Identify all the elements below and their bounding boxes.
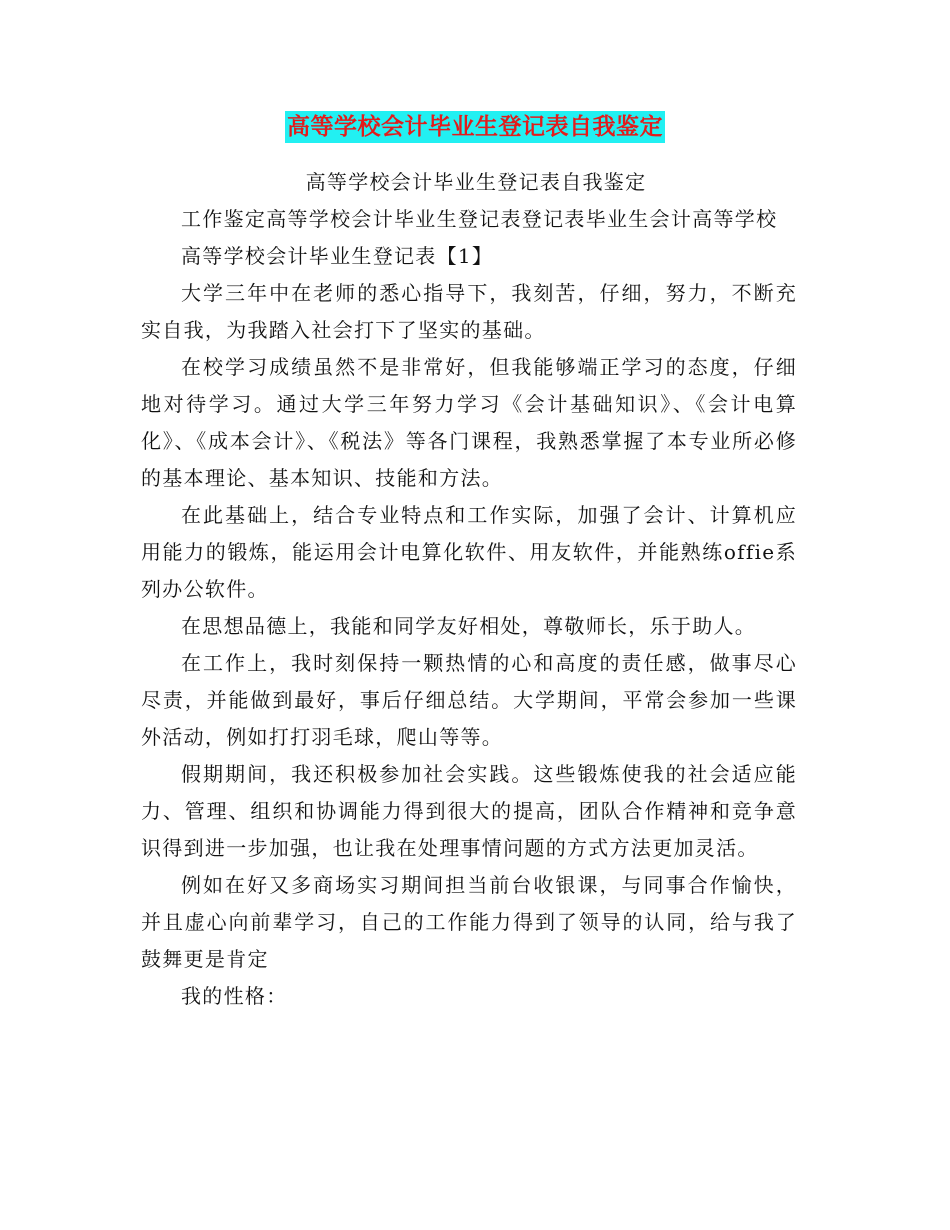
paragraph-practice: 假期期间，我还积极参加社会实践。这些锻炼使我的社会适应能力、管理、组织和协调能力得到很大的提高，团队合作精神和竞争意识得到进一步加强，也让我在处理事情问题的方式方法更加灵活。 bbox=[141, 762, 797, 860]
paragraph-character: 在思想品德上，我能和同学友好相处，尊敬师长，乐于助人。 bbox=[181, 614, 757, 638]
paragraph-personality: 我的性格： bbox=[181, 984, 288, 1008]
title-container bbox=[0, 111, 950, 143]
paragraph-internship: 例如在好又多商场实习期间担当前台收银课，与同事合作愉快，并且虚心向前辈学习，自己的工作能力得到了领导的认同，给与我了鼓舞更是肯定 bbox=[141, 873, 797, 971]
paragraph-work: 在工作上，我时刻保持一颗热情的心和高度的责任感，做事尽心尽责，并能做到最好，事后仔细总结。大学期间，平常会参加一些课外活动，例如打打羽毛球，爬山等等。 bbox=[141, 651, 797, 749]
paragraph-study: 在校学习成绩虽然不是非常好，但我能够端正学习的态度，仔细地对待学习。通过大学三年努力学习《会计基础知识》、《会计电算化》、《成本会计》、《税法》等各门课程，我熟悉掌握了本专业所必修的基本理论、基本知识、技能和方法。 bbox=[141, 355, 797, 490]
paragraph-heading-1: 高等学校会计毕业生登记表【1】 bbox=[181, 244, 494, 268]
document-title: 高等学校会计毕业生登记表自我鉴定 bbox=[285, 111, 665, 143]
paragraph-intro: 大学三年中在老师的悉心指导下，我刻苦，仔细，努力，不断充实自我，为我踏入社会打下了坚实的基础。 bbox=[141, 281, 797, 342]
paragraph-keywords: 工作鉴定高等学校会计毕业生登记表登记表毕业生会计高等学校 bbox=[181, 207, 778, 231]
paragraph-skills: 在此基础上，结合专业特点和工作实际，加强了会计、计算机应用能力的锻炼，能运用会计电算化软件、用友软件，并能熟练offie系列办公软件。 bbox=[141, 503, 797, 601]
document-body bbox=[141, 164, 797, 1015]
document-subtitle: 高等学校会计毕业生登记表自我鉴定 bbox=[305, 170, 647, 194]
